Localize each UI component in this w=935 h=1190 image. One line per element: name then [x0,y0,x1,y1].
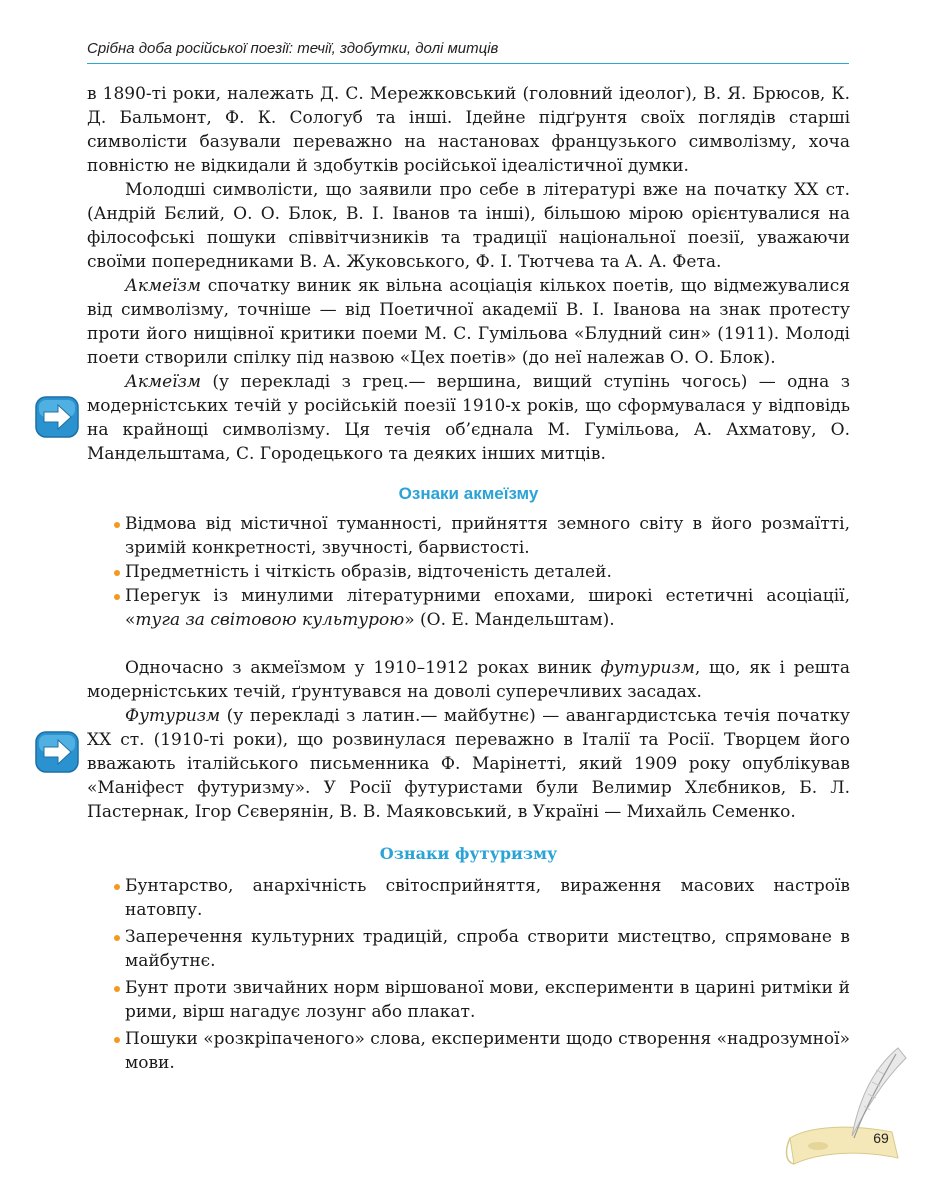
definition-arrow-icon [35,731,79,773]
definition-arrow-icon [35,396,79,438]
term: Акмеїзм [125,372,201,392]
definition-acmeism: Акмеїзм (у перекладі з грец.— вершина, вищий ступінь чогось) — одна з модерністських течій у російській поезії 1910-х років, що сформувалася у відповідь на крайнощі символізму. Ця течія об’єднала М. Гумільова, А. Ахматову, О. Мандельштама, С. Городецького та деяких інших митців. [87,372,850,464]
term: Акмеїзм [125,276,201,296]
term: Футуризм [125,706,221,726]
bullet-icon [114,884,120,890]
list-item: Бунт проти звичайних норм віршованої мови, експерименти в царині ритміки й рими, вірш нагадує лозунг або плакат. [87,976,850,1024]
section-title-acmeism: Ознаки акмеїзму [398,484,539,503]
list-item: Перегук із минулими літературними епохами, широкі естетичні асоціації, «туга за світовою культурою» (О. Е. Мандельштам). [87,584,850,632]
term: футуризм [600,658,695,678]
bullet-icon [114,522,120,528]
page-body [87,82,850,1078]
paragraph: в 1890-ті роки, належать Д. С. Мережковський (головний ідеолог), В. Я. Брюсов, К. Д. Бальмонт, Ф. К. Сологуб та інші. Ідейне підґрунтя своїх поглядів старші символісти базували переважно на настановах французького символізму, хоча повністю не відкидали й здобутків російської ідеалістичної думки. [87,84,850,176]
list-item: Предметність і чіткість образів, відточеність деталей. [87,560,850,584]
list-item: Пошуки «розкріпаченого» слова, експерименти щодо створення «надрозумної» мови. [87,1027,850,1075]
running-header: Срібна доба російської поезії: течії, здобутки, долі митців [87,40,849,64]
list-item: Бунтарство, анархічність світосприйняття, вираження масових настроїв натовпу. [87,874,850,922]
page-number: 69 [873,1130,889,1146]
bullet-icon [114,935,120,941]
bullet-icon [114,594,120,600]
definition-futurism: Футуризм (у перекладі з латин.— майбутнє) — авангардистська течія початку ХХ ст. (1910-ті роки), що розвинулася переважно в Італії та Росії. Творцем його вважають італійського письменника Ф. Марінетті, який 1909 року опублікував «Маніфест футуризму». У Росії футуристами були Велимир Хлєбников, Б. Л. Пастернак, Ігор Сєверянін, В. В. Маяковський, в Україні — Михайль Семенко. [87,706,850,822]
list-item: Заперечення культурних традицій, спроба створити мистецтво, спрямоване в майбутнє. [87,925,850,973]
paragraph: Молодші символісти, що заявили про себе в літературі вже на початку ХХ ст. (Андрій Бєлий, О. О. Блок, В. І. Іванов та інші), більшою мірою орієнтувалися на філософські пошуки співвітчизників та традиції національної поезії, уважаючи своїми попередниками В. А. Жуковського, Ф. І. Тютчева та А. А. Фета. [87,180,850,272]
bullet-icon [114,986,120,992]
bullet-icon [114,570,120,576]
list-item: Відмова від містичної туманності, прийняття земного світу в його розмаїтті, зримій конкретності, звучності, барвистості. [87,512,850,560]
quill-scroll-icon [780,1040,910,1170]
section-title-futurism: Ознаки футуризму [379,844,558,863]
paragraph: Одночасно з акмеїзмом у 1910–1912 роках виник футуризм, що, як і решта модерністських течій, ґрунтувався на доволі суперечливих засадах. [87,658,850,702]
paragraph: Акмеїзм спочатку виник як вільна асоціація кількох поетів, що відмежувалися від символізму, точніше — від Поетичної академії В. І. Іванова на знак протесту проти його нищівної критики поеми М. С. Гумільова «Блудний син» (1911). Молоді поети створили спілку під назвою «Цех поетів» (до неї належав О. О. Блок). [87,276,850,368]
bullet-icon [114,1037,120,1043]
futurism-features-list [87,874,850,1075]
acmeism-features-list [87,512,850,632]
